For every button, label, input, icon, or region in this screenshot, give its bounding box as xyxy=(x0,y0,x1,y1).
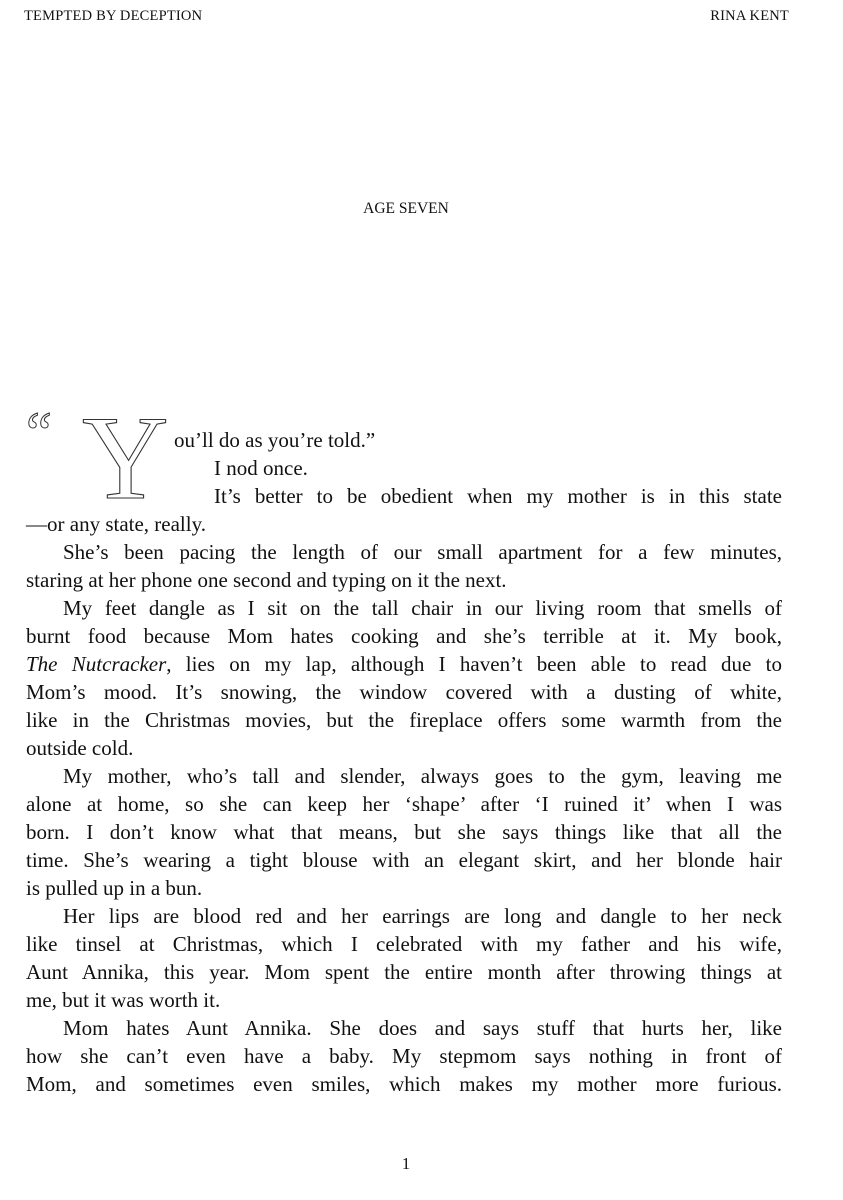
chapter-title: AGE SEVEN xyxy=(363,200,449,217)
paragraph-line: like in the Christmas movies, but the fireplace offers some warmth from the xyxy=(26,708,782,732)
paragraph-line: outside cold. xyxy=(26,736,134,760)
page-number: 1 xyxy=(401,1154,411,1173)
paragraph-line: Her lips are blood red and her earrings are long and dangle to her neck xyxy=(63,904,782,928)
drop-cap-letter: Y xyxy=(82,391,169,524)
paragraph-line: Mom’s mood. It’s snowing, the window covered with a dusting of white, xyxy=(26,680,782,704)
paragraph-line: Aunt Annika, this year. Mom spent the entire month after throwing things at xyxy=(26,960,782,984)
paragraph-line: She’s been pacing the length of our small apartment for a few minutes, xyxy=(63,540,782,564)
paragraph-line: ou’ll do as you’re told.” xyxy=(174,428,376,452)
paragraph-line: born. I don’t know what that means, but she says things like that all the xyxy=(26,820,782,844)
paragraph-line: I nod once. xyxy=(214,456,308,480)
paragraph-line: My feet dangle as I sit on the tall chair in our living room that smells of xyxy=(63,596,782,620)
paragraph-line: time. She’s wearing a tight blouse with an elegant skirt, and her blonde hair xyxy=(26,848,782,872)
paragraph-line: like tinsel at Christmas, which I celebrated with my father and his wife, xyxy=(26,932,782,956)
paragraph-line: burnt food because Mom hates cooking and she’s terrible at it. My book, xyxy=(26,624,782,648)
paragraph-line: is pulled up in a bun. xyxy=(26,876,203,900)
paragraph-line: me, but it was worth it. xyxy=(26,988,221,1012)
paragraph-line: staring at her phone one second and typing on it the next. xyxy=(26,568,507,592)
paragraph-line-rest: , lies on my lap, although I haven’t been able to read due to xyxy=(166,652,782,676)
paragraph-line: how she can’t even have a baby. My stepmom says nothing in front of xyxy=(26,1044,782,1068)
paragraph-line: Mom, and sometimes even smiles, which makes my mother more furious. xyxy=(26,1072,782,1096)
paragraph-line: —or any state, really. xyxy=(26,512,206,536)
running-header-author: RINA KENT xyxy=(710,8,789,24)
running-header-title: TEMPTED BY DECEPTION xyxy=(24,8,203,24)
paragraph-line: It’s better to be obedient when my mother is in this state xyxy=(214,484,782,508)
book-title: The Nutcracker xyxy=(26,652,167,676)
paragraph-line xyxy=(26,650,782,678)
drop-cap-quote-mark: “ xyxy=(26,400,48,465)
paragraph-line: Mom hates Aunt Annika. She does and says stuff that hurts her, like xyxy=(63,1016,782,1040)
paragraph-line: My mother, who’s tall and slender, always goes to the gym, leaving me xyxy=(63,764,782,788)
paragraph-line: alone at home, so she can keep her ‘shape’ after ‘I ruined it’ when I was xyxy=(26,792,782,816)
